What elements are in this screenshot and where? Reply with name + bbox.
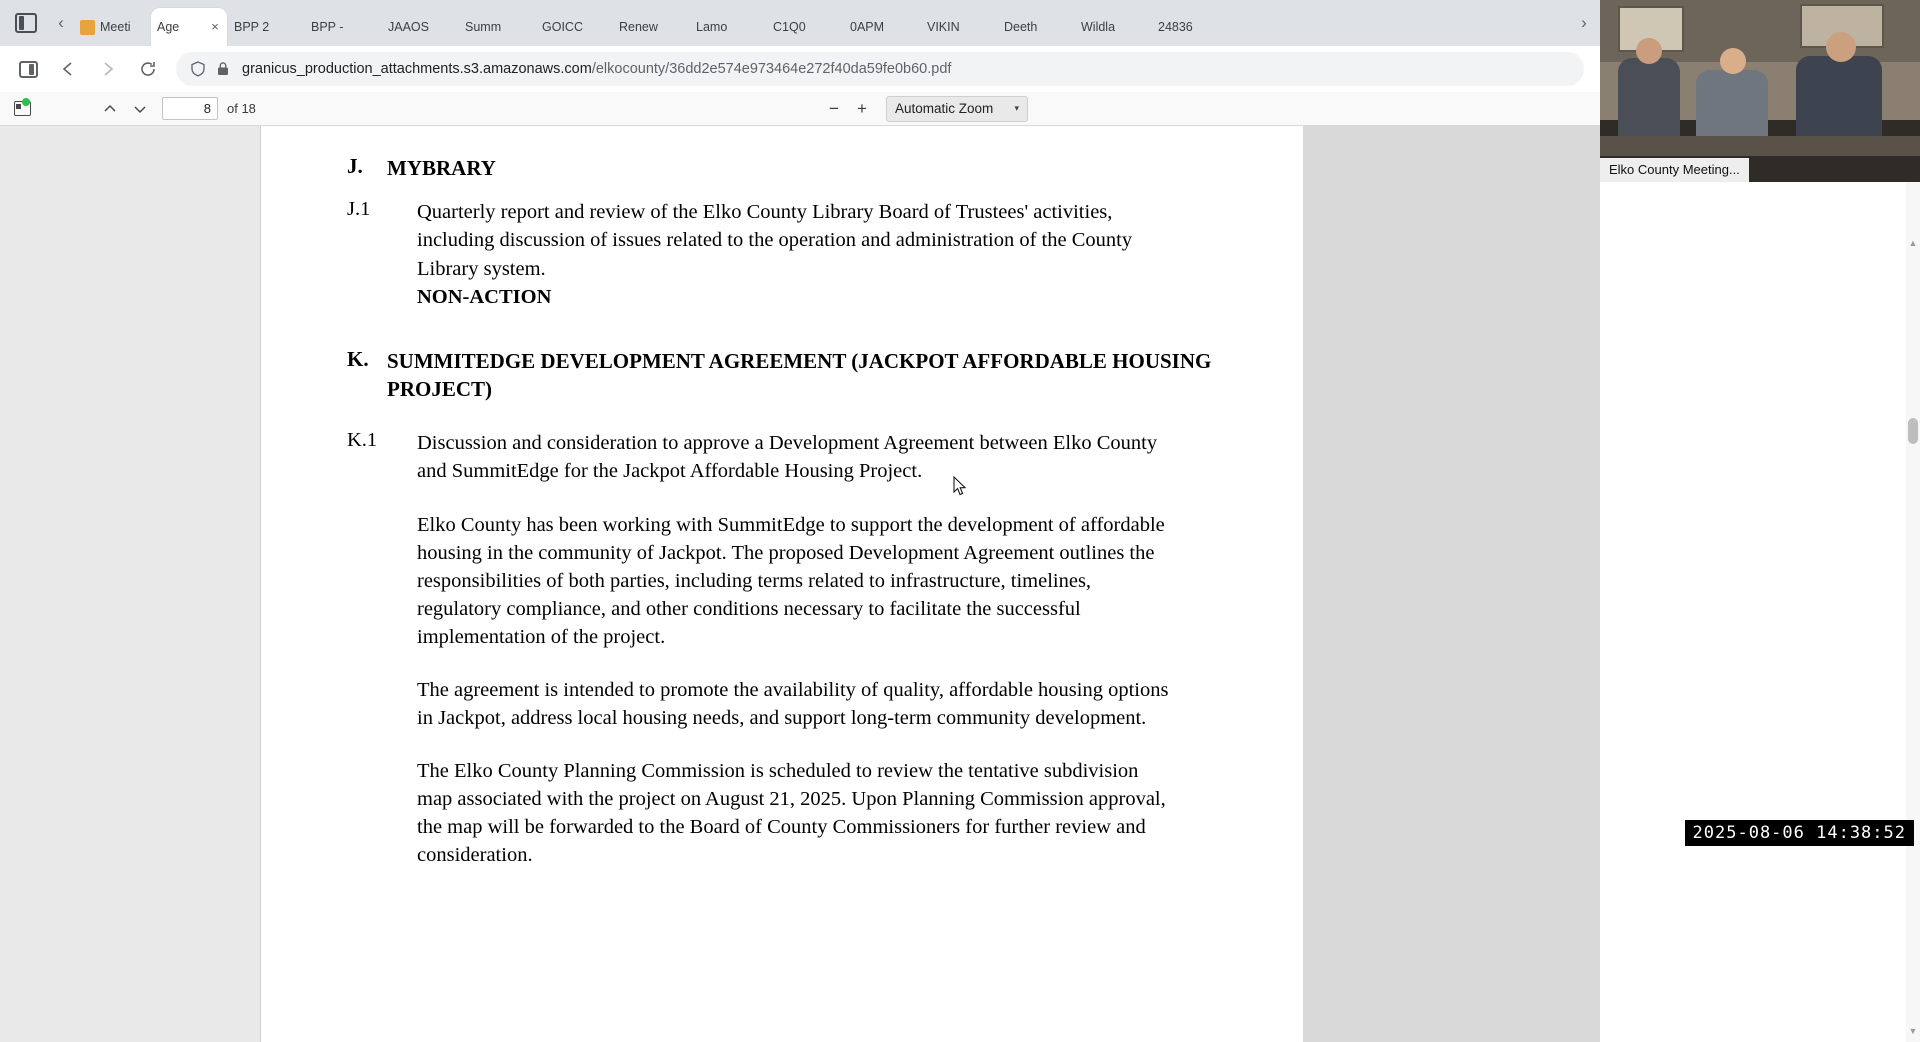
- tab-5[interactable]: [459, 8, 535, 46]
- tab-label: Renew: [619, 20, 658, 34]
- chevron-down-icon: ▾: [1014, 103, 1019, 113]
- url-host: granicus_production_attachments.s3.amazonaws.com: [242, 61, 592, 77]
- tab-3[interactable]: [305, 8, 381, 46]
- tab-search-button[interactable]: [4, 0, 48, 46]
- pdf-zoom-select[interactable]: [886, 96, 1028, 122]
- tab-0[interactable]: [74, 8, 150, 46]
- pdf-toolbar: [0, 92, 1600, 126]
- side-panel-icon: [19, 61, 38, 78]
- side-panel-button[interactable]: [11, 52, 45, 86]
- tab-4[interactable]: [382, 8, 458, 46]
- pdf-prev-page-button[interactable]: [96, 96, 124, 122]
- tracking-protection-icon[interactable]: [190, 61, 206, 77]
- back-button[interactable]: [51, 52, 85, 86]
- address-bar[interactable]: [176, 52, 1584, 86]
- back-arrow-icon: [58, 59, 78, 79]
- tab-list: [74, 0, 1568, 46]
- tab-label: 0APM: [850, 20, 885, 34]
- tab-11[interactable]: [921, 8, 997, 46]
- reload-button[interactable]: [131, 52, 165, 86]
- video-person-left: [1618, 58, 1680, 138]
- tab-14[interactable]: [1152, 8, 1228, 46]
- item-body: [417, 198, 1177, 310]
- pdf-zoom-in-button[interactable]: +: [857, 98, 867, 118]
- video-person-right-head: [1826, 32, 1856, 62]
- tab-1-active[interactable]: [151, 8, 227, 46]
- section-letter: K.: [347, 346, 369, 371]
- pdf-thumbnail-sidebar[interactable]: [0, 126, 261, 1042]
- tab-label: Wildla: [1081, 20, 1116, 34]
- pdf-viewer-area[interactable]: [0, 126, 1600, 1042]
- tab-label: Deeth: [1004, 20, 1038, 34]
- tab-search-icon: [15, 13, 37, 33]
- tab-13[interactable]: [1075, 8, 1151, 46]
- scrollbar-thumb[interactable]: [1908, 418, 1918, 444]
- section-title: SUMMITEDGE DEVELOPMENT AGREEMENT (JACKPOT AFFORDABLE HOUSING PROJECT): [387, 348, 1212, 401]
- item-paragraph: Discussion and consideration to approve a Development Agreement between Elko County and SummitEdge for the Jackpot Affordable Housing Project.: [417, 432, 1158, 483]
- tab-label: Lamo: [696, 20, 728, 34]
- scroll-up-arrow-icon[interactable]: ▲: [1908, 238, 1918, 248]
- agenda-item-k1: [347, 429, 1239, 869]
- item-number: K.1: [347, 429, 378, 452]
- tab-label: Summ: [465, 20, 502, 34]
- tab-label: C1Q0: [773, 20, 806, 34]
- tab-9[interactable]: [767, 8, 843, 46]
- forward-button[interactable]: [91, 52, 125, 86]
- tab-scroll-left-button[interactable]: ‹: [58, 13, 64, 32]
- video-person-left-head: [1636, 38, 1662, 64]
- tab-label: Meeti: [100, 20, 131, 34]
- video-desk: [1600, 136, 1920, 156]
- pdf-zoom-level-label: Automatic Zoom: [894, 101, 994, 116]
- video-title-caption: Elko County Meeting...: [1600, 158, 1749, 182]
- forward-arrow-icon: [98, 59, 118, 79]
- chevron-down-icon: [132, 101, 148, 117]
- tab-strip: [0, 0, 1600, 46]
- tab-label: JAAOS: [388, 20, 429, 34]
- pdf-zoom-out-button[interactable]: −: [829, 98, 839, 118]
- tab-label: VIKIN: [927, 20, 960, 34]
- status-dot-icon: [22, 98, 30, 106]
- pdf-page-total-label: of 18: [227, 101, 256, 116]
- item-number: J.1: [347, 198, 371, 221]
- video-person-center: [1696, 70, 1768, 140]
- scroll-down-arrow-icon[interactable]: ▼: [1908, 1026, 1918, 1036]
- tab-label: BPP -: [311, 20, 344, 34]
- agenda-item-j1: [347, 198, 1239, 310]
- pdf-next-page-button[interactable]: [126, 96, 154, 122]
- tab-8[interactable]: [690, 8, 766, 46]
- timestamp-overlay: 2025-08-06 14:38:52: [1685, 820, 1914, 846]
- url-path: /elkocounty/36dd2e574e973464e272f40da59fe0b60.pdf: [591, 61, 952, 77]
- section-heading-j: [347, 154, 1239, 182]
- section-letter: J.: [347, 154, 363, 178]
- pdf-page-number-input[interactable]: [162, 97, 218, 120]
- pdf-page-content: [261, 126, 1303, 1042]
- item-paragraph: Elko County has been working with SummitEdge to support the development of affordable housing in the community of Jackpot. The proposed Development Agreement outlines the responsibilities of both parties, including terms related to infrastructure, timelines, regulatory compliance, and other conditions necessary to facilitate the successful implementation of the project.: [417, 513, 1165, 648]
- lock-icon[interactable]: [216, 61, 230, 77]
- tab-12[interactable]: [998, 8, 1074, 46]
- tab-label: 24836: [1158, 20, 1193, 34]
- tab-label: GOICC: [542, 20, 583, 34]
- tab-6[interactable]: [536, 8, 612, 46]
- video-panel: [1600, 0, 1920, 1042]
- item-action-label: NON-ACTION: [417, 285, 552, 308]
- item-body: [417, 429, 1177, 869]
- meeting-video-player[interactable]: [1600, 0, 1920, 182]
- item-paragraph: Quarterly report and review of the Elko County Library Board of Trustees' activities, including discussion of issues related to the operation and administration of the County Library system.: [417, 201, 1133, 280]
- tab-label: Age: [157, 20, 180, 34]
- tab-label: BPP 2: [234, 20, 270, 34]
- tab-close-icon[interactable]: ×: [211, 19, 219, 34]
- tab-10[interactable]: [844, 8, 920, 46]
- tab-scroll-right-button[interactable]: ›: [1581, 13, 1587, 32]
- section-heading-k: [347, 347, 1239, 404]
- browser-toolbar: [0, 46, 1600, 92]
- item-paragraph: The agreement is intended to promote the availability of quality, affordable housing options in Jackpot, address local housing needs, and support long-term community development.: [417, 678, 1169, 729]
- section-title: MYBRARY: [387, 156, 496, 180]
- tab-2[interactable]: [228, 8, 304, 46]
- reload-icon: [138, 59, 158, 79]
- item-paragraph: The Elko County Planning Commission is scheduled to review the tentative subdivision map associated with the project on August 21, 2025. Upon Planning Commission approval, the map will be forwarded to the Board of County Commissioners for further review and consideration.: [417, 760, 1166, 867]
- video-person-right: [1796, 56, 1882, 142]
- tab-favicon-icon: [80, 20, 95, 35]
- video-person-center-head: [1720, 48, 1746, 74]
- page-scrollbar[interactable]: [1906, 182, 1920, 1042]
- tab-7[interactable]: [613, 8, 689, 46]
- chevron-up-icon: [102, 101, 118, 117]
